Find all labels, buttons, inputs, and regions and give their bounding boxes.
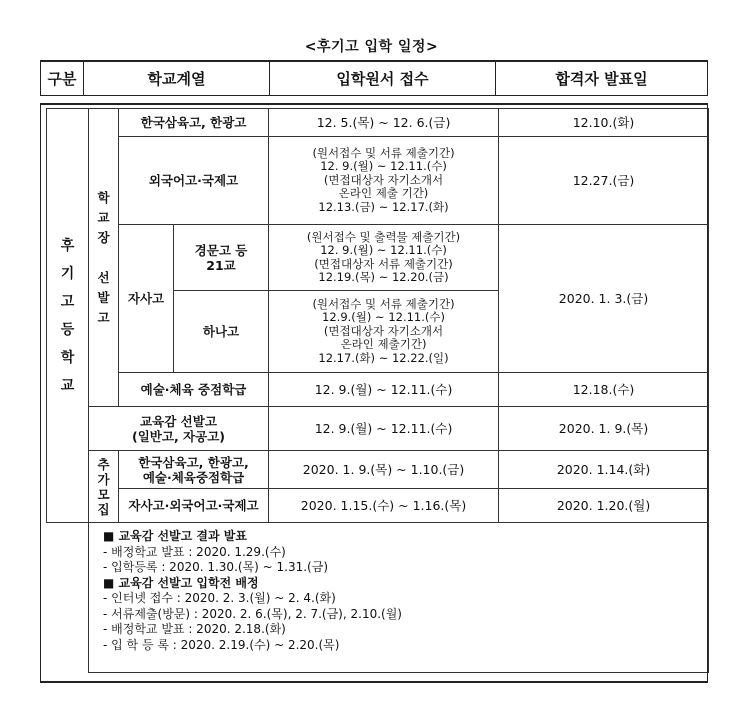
- notes-line: - 인터넷 접수 : 2020. 2. 3.(월) ~ 2. 4.(화): [103, 591, 336, 605]
- notes-section: [89, 523, 709, 673]
- result-date-cell: 2020. 1.20.(월): [499, 489, 709, 523]
- application-period-cell: (원서접수 및 서류 제출기간) 12.9.(월) ~ 12.11.(수) (면접대상자 자기소개서 온라인 제출기간) 12.17.(화) ~ 12.22.(일): [269, 291, 499, 373]
- header-application: 입학원서 접수: [269, 62, 495, 96]
- application-period-cell: (원서접수 및 서류 제출기간) 12. 9.(월) ~ 12.11.(수) (면접대상자 자기소개서 온라인 제출 기간) 12.13.(금) ~ 12.17.(화): [269, 137, 499, 225]
- school-type-cell: 한국삼육고, 한광고: [119, 109, 269, 137]
- page-title: <후기고 입학 일정>: [304, 39, 439, 55]
- sub-type-cell: 하나고: [174, 291, 269, 373]
- header-school-type: 학교계열: [83, 62, 269, 96]
- notes-line: - 입학등록 : 2020. 1.30.(목) ~ 1.31.(금): [103, 560, 329, 574]
- category-label-additional-recruit: 추 가 모 집: [89, 451, 119, 523]
- school-type-cell: 예술·체육 중점학급: [119, 373, 269, 407]
- application-period-cell: 2020. 1. 9.(목) ~ 1.10.(금): [269, 451, 499, 489]
- school-type-cell: 한국삼육고, 한광고, 예술·체육중점학급: [119, 451, 269, 489]
- category-label-principal-selection: 학 교 장 선 발 고: [89, 109, 119, 407]
- notes-line: - 배정학교 발표 : 2020. 1.29.(수): [103, 544, 286, 559]
- schedule-grid: [46, 108, 708, 680]
- notes-line: - 입 학 등 록 : 2020. 2.19.(수) ~ 2.20.(목): [103, 637, 340, 652]
- school-type-cell: 자사고·외국어고·국제고: [119, 489, 269, 523]
- result-date-cell: 12.27.(금): [499, 137, 709, 225]
- school-type-cell: 외국어고·국제고: [119, 137, 269, 225]
- result-date-cell: 2020. 1. 9.(목): [499, 407, 709, 451]
- application-period-cell: 12. 5.(목) ~ 12. 6.(금): [269, 109, 499, 137]
- sub-type-cell: 경문고 등 21교: [174, 225, 269, 291]
- application-period-cell: 2020. 1.15.(수) ~ 1.16.(목): [269, 489, 499, 523]
- application-period-cell: (원서접수 및 출력물 제출기간) 12. 9.(월) ~ 12.11.(수) (면접대상자 서류 제출기간) 12.19.(목) ~ 12.20.(금): [269, 225, 499, 291]
- result-date-cell: 12.18.(수): [499, 373, 709, 407]
- notes-heading: ■ 교육감 선발고 결과 발표: [103, 529, 247, 543]
- school-type-cell: 자사고: [119, 225, 174, 373]
- table-header: [40, 60, 708, 96]
- application-period-cell: 12. 9.(월) ~ 12.11.(수): [269, 373, 499, 407]
- result-date-cell: 2020. 1. 3.(금): [499, 225, 709, 373]
- notes-heading: ■ 교육감 선발고 입학전 배정: [103, 575, 259, 590]
- header-category: 구분: [47, 70, 77, 88]
- school-type-cell: 교육감 선발고 (일반고, 자공고): [89, 407, 269, 451]
- header-result-date: 합격자 발표일: [495, 62, 707, 96]
- notes-line: - 서류제출(방문) : 2020. 2. 6.(목), 2. 7.(금), 2.10.(월): [103, 606, 402, 621]
- result-date-cell: 12.10.(화): [499, 109, 709, 137]
- notes-line: - 배정학교 발표 : 2020. 2.18.(화): [103, 622, 286, 636]
- application-period-cell: 12. 9.(월) ~ 12.11.(수): [269, 407, 499, 451]
- category-label-later-high: 후 기 고 등 학 교: [47, 109, 89, 523]
- result-date-cell: 2020. 1.14.(화): [499, 451, 709, 489]
